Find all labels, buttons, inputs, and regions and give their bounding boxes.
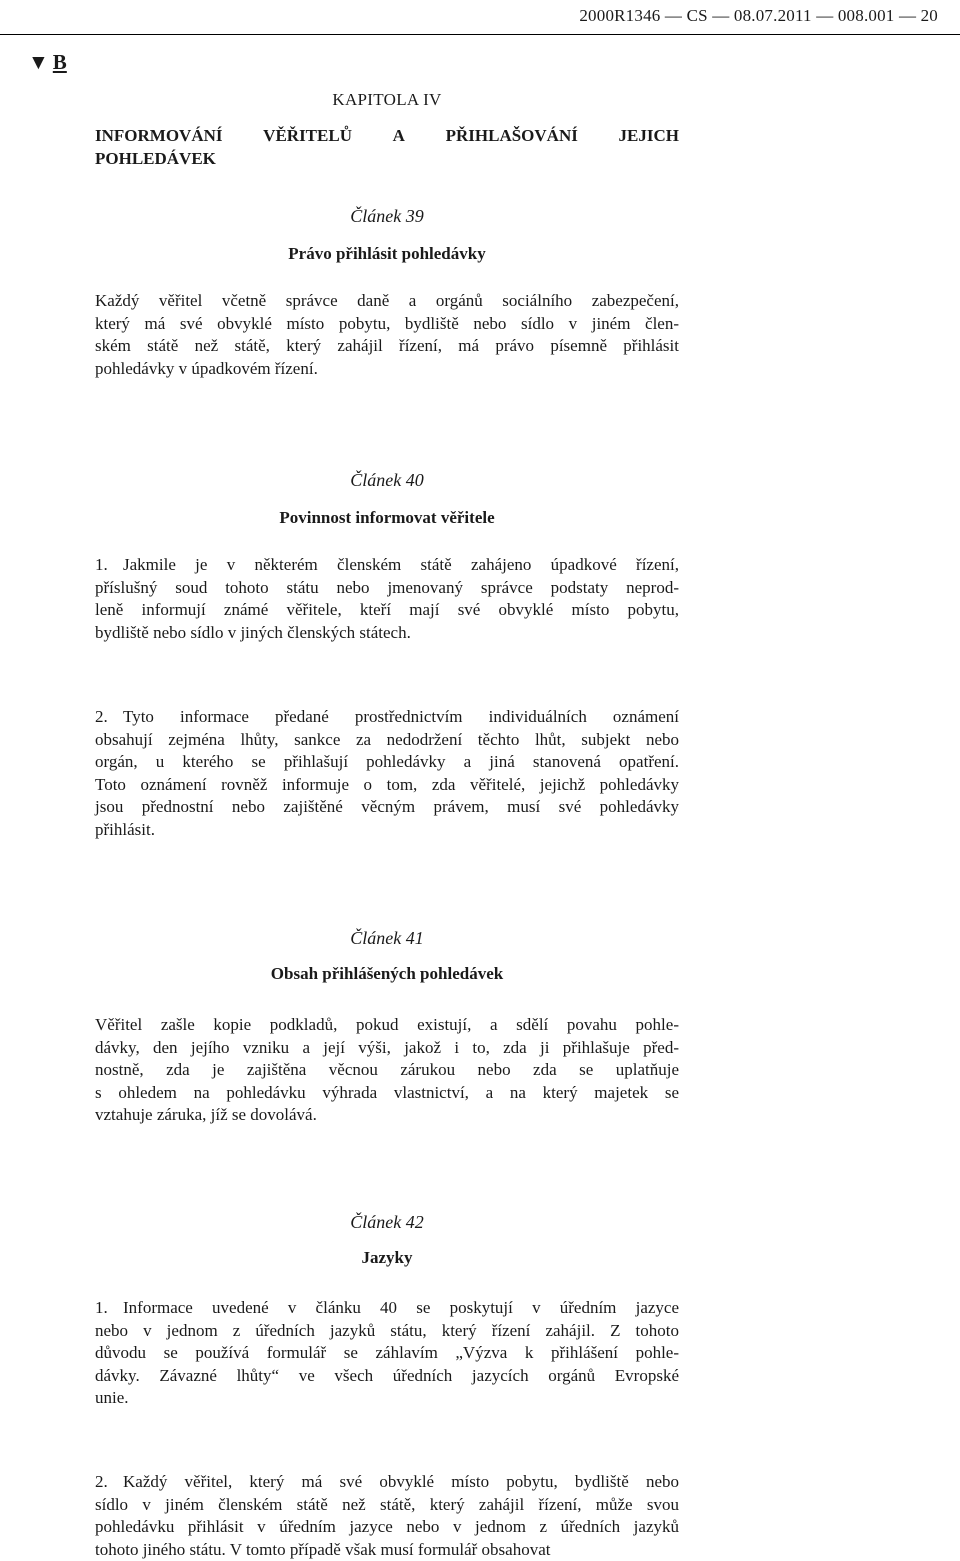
article-42-paragraph-1 (95, 1297, 679, 1410)
text-line: sídlo v jiném členském státě než státě, který zahájil řízení, může svou (95, 1494, 679, 1514)
text-line: dávky, den jejího vzniku a její výši, jakož i to, zda ji přihlašuje před- (95, 1037, 679, 1057)
article-39-title: Právo přihlásit pohledávky (288, 244, 486, 263)
article-42-number: Článek 42 (350, 1212, 424, 1232)
article-40-title: Povinnost informovat věřitele (279, 508, 495, 527)
text-line: příslušný soud tohoto státu nebo jmenovaný správce podstaty neprod- (95, 577, 679, 597)
text-line: jsou přednostní nebo zajištěné věcným právem, musí své pohledávky (95, 797, 679, 817)
text-line: s ohledem na pohledávku výhrada vlastnictví, a na který majetek se (95, 1082, 679, 1102)
article-41-title: Obsah přihlášených pohledávek (270, 964, 504, 983)
running-header (0, 0, 960, 35)
paragraph-number: 2. (95, 1472, 108, 1491)
article-39-number: Článek 39 (350, 206, 424, 226)
chapter-title-word: VĚŘITELŮ (263, 126, 352, 145)
marker-letter: B (52, 50, 67, 74)
text-line: přihlásit. (95, 819, 155, 839)
text-line: Každý věřitel včetně správce daně a orgánů sociálního zabezpečení, (95, 291, 679, 310)
article-40-number: Článek 40 (350, 470, 424, 490)
text-line: důvodu se používá formulář se záhlavím „Výzva k přihlášení pohle- (95, 1343, 679, 1363)
amendment-marker (28, 50, 67, 75)
chapter-title-word: A (392, 126, 405, 145)
article-42-paragraph-2 (95, 1471, 679, 1561)
text-line: orgán, u kterého se přihlašují pohledávky a jiná stanovená opatření. (95, 752, 679, 772)
text-line: 1. Jakmile je v některém členském státě zahájeno úpadkové řízení, (95, 554, 679, 577)
header-text: 2000R1346 — CS — 08.07.2011 — 008.001 — 20 (579, 6, 938, 25)
text-line: bydliště nebo sídlo v jiných členských státech. (95, 622, 411, 642)
text-line: nostně, zda je zajištěna věcnou zárukou nebo zda se uplatňuje (95, 1060, 679, 1080)
text-line: 2. Tyto informace předané prostřednictvím individuálních oznámení (95, 706, 679, 729)
text-line: pohledávku přihlásit v úředním jazyce nebo v jednom z úředních jazyků (95, 1517, 679, 1537)
text-line: obsahují zejména lhůty, sankce za nedodržení těchto lhůt, subjekt nebo (95, 729, 679, 749)
text-line: dávky. Závazné lhůty“ ve všech úředních jazycích orgánů Evropské (95, 1365, 679, 1385)
chapter-label: KAPITOLA IV (332, 90, 442, 109)
text-line: 1. Informace uvedené v článku 40 se poskytují v úředním jazyce (95, 1297, 679, 1320)
text-line: leně informují známé věřitele, kteří mají své obvyklé místo pobytu, (95, 600, 679, 620)
text-line: ském státě než státě, který zahájil řízení, má právo písemně přihlásit (95, 336, 679, 356)
text-line: tohoto jiného státu. V tomto případě však musí formulář obsahovat (95, 1539, 551, 1559)
chapter-title-line-2: POHLEDÁVEK (95, 149, 216, 168)
chapter-title-word: PŘIHLAŠOVÁNÍ (445, 126, 578, 145)
text-line: 2. Každý věřitel, který má své obvyklé místo pobytu, bydliště nebo (95, 1471, 679, 1494)
chapter-title-word: JEJICH (618, 126, 679, 145)
paragraph-number: 1. (95, 1298, 108, 1317)
chapter-title (95, 124, 679, 170)
chapter-title-line-1 (95, 124, 679, 147)
text-line: Toto oznámení rovněž informuje o tom, zda věřitelé, jejichž pohledávky (95, 774, 679, 794)
paragraph-number: 1. (95, 555, 108, 574)
text-line: Věřitel zašle kopie podkladů, pokud existují, a sdělí povahu pohle- (95, 1015, 679, 1034)
article-41-number: Článek 41 (350, 928, 424, 948)
text-line: nebo v jednom z úředních jazyků státu, který řízení zahájil. Z tohoto (95, 1320, 679, 1340)
article-39-text (95, 290, 679, 380)
paragraph-number: 2. (95, 707, 108, 726)
article-41-text (95, 1014, 679, 1127)
text-line: pohledávky v úpadkovém řízení. (95, 358, 318, 378)
article-40-paragraph-2 (95, 706, 679, 842)
triangle-down-icon: ▼ (28, 50, 49, 74)
article-42-title: Jazyky (361, 1248, 413, 1267)
text-line: vztahuje záruka, jíž se dovolává. (95, 1105, 317, 1125)
text-line: který má své obvyklé místo pobytu, bydliště nebo sídlo v jiném člen- (95, 313, 679, 333)
text-line: unie. (95, 1388, 129, 1408)
chapter-title-word: INFORMOVÁNÍ (95, 126, 223, 145)
article-40-paragraph-1 (95, 554, 679, 644)
